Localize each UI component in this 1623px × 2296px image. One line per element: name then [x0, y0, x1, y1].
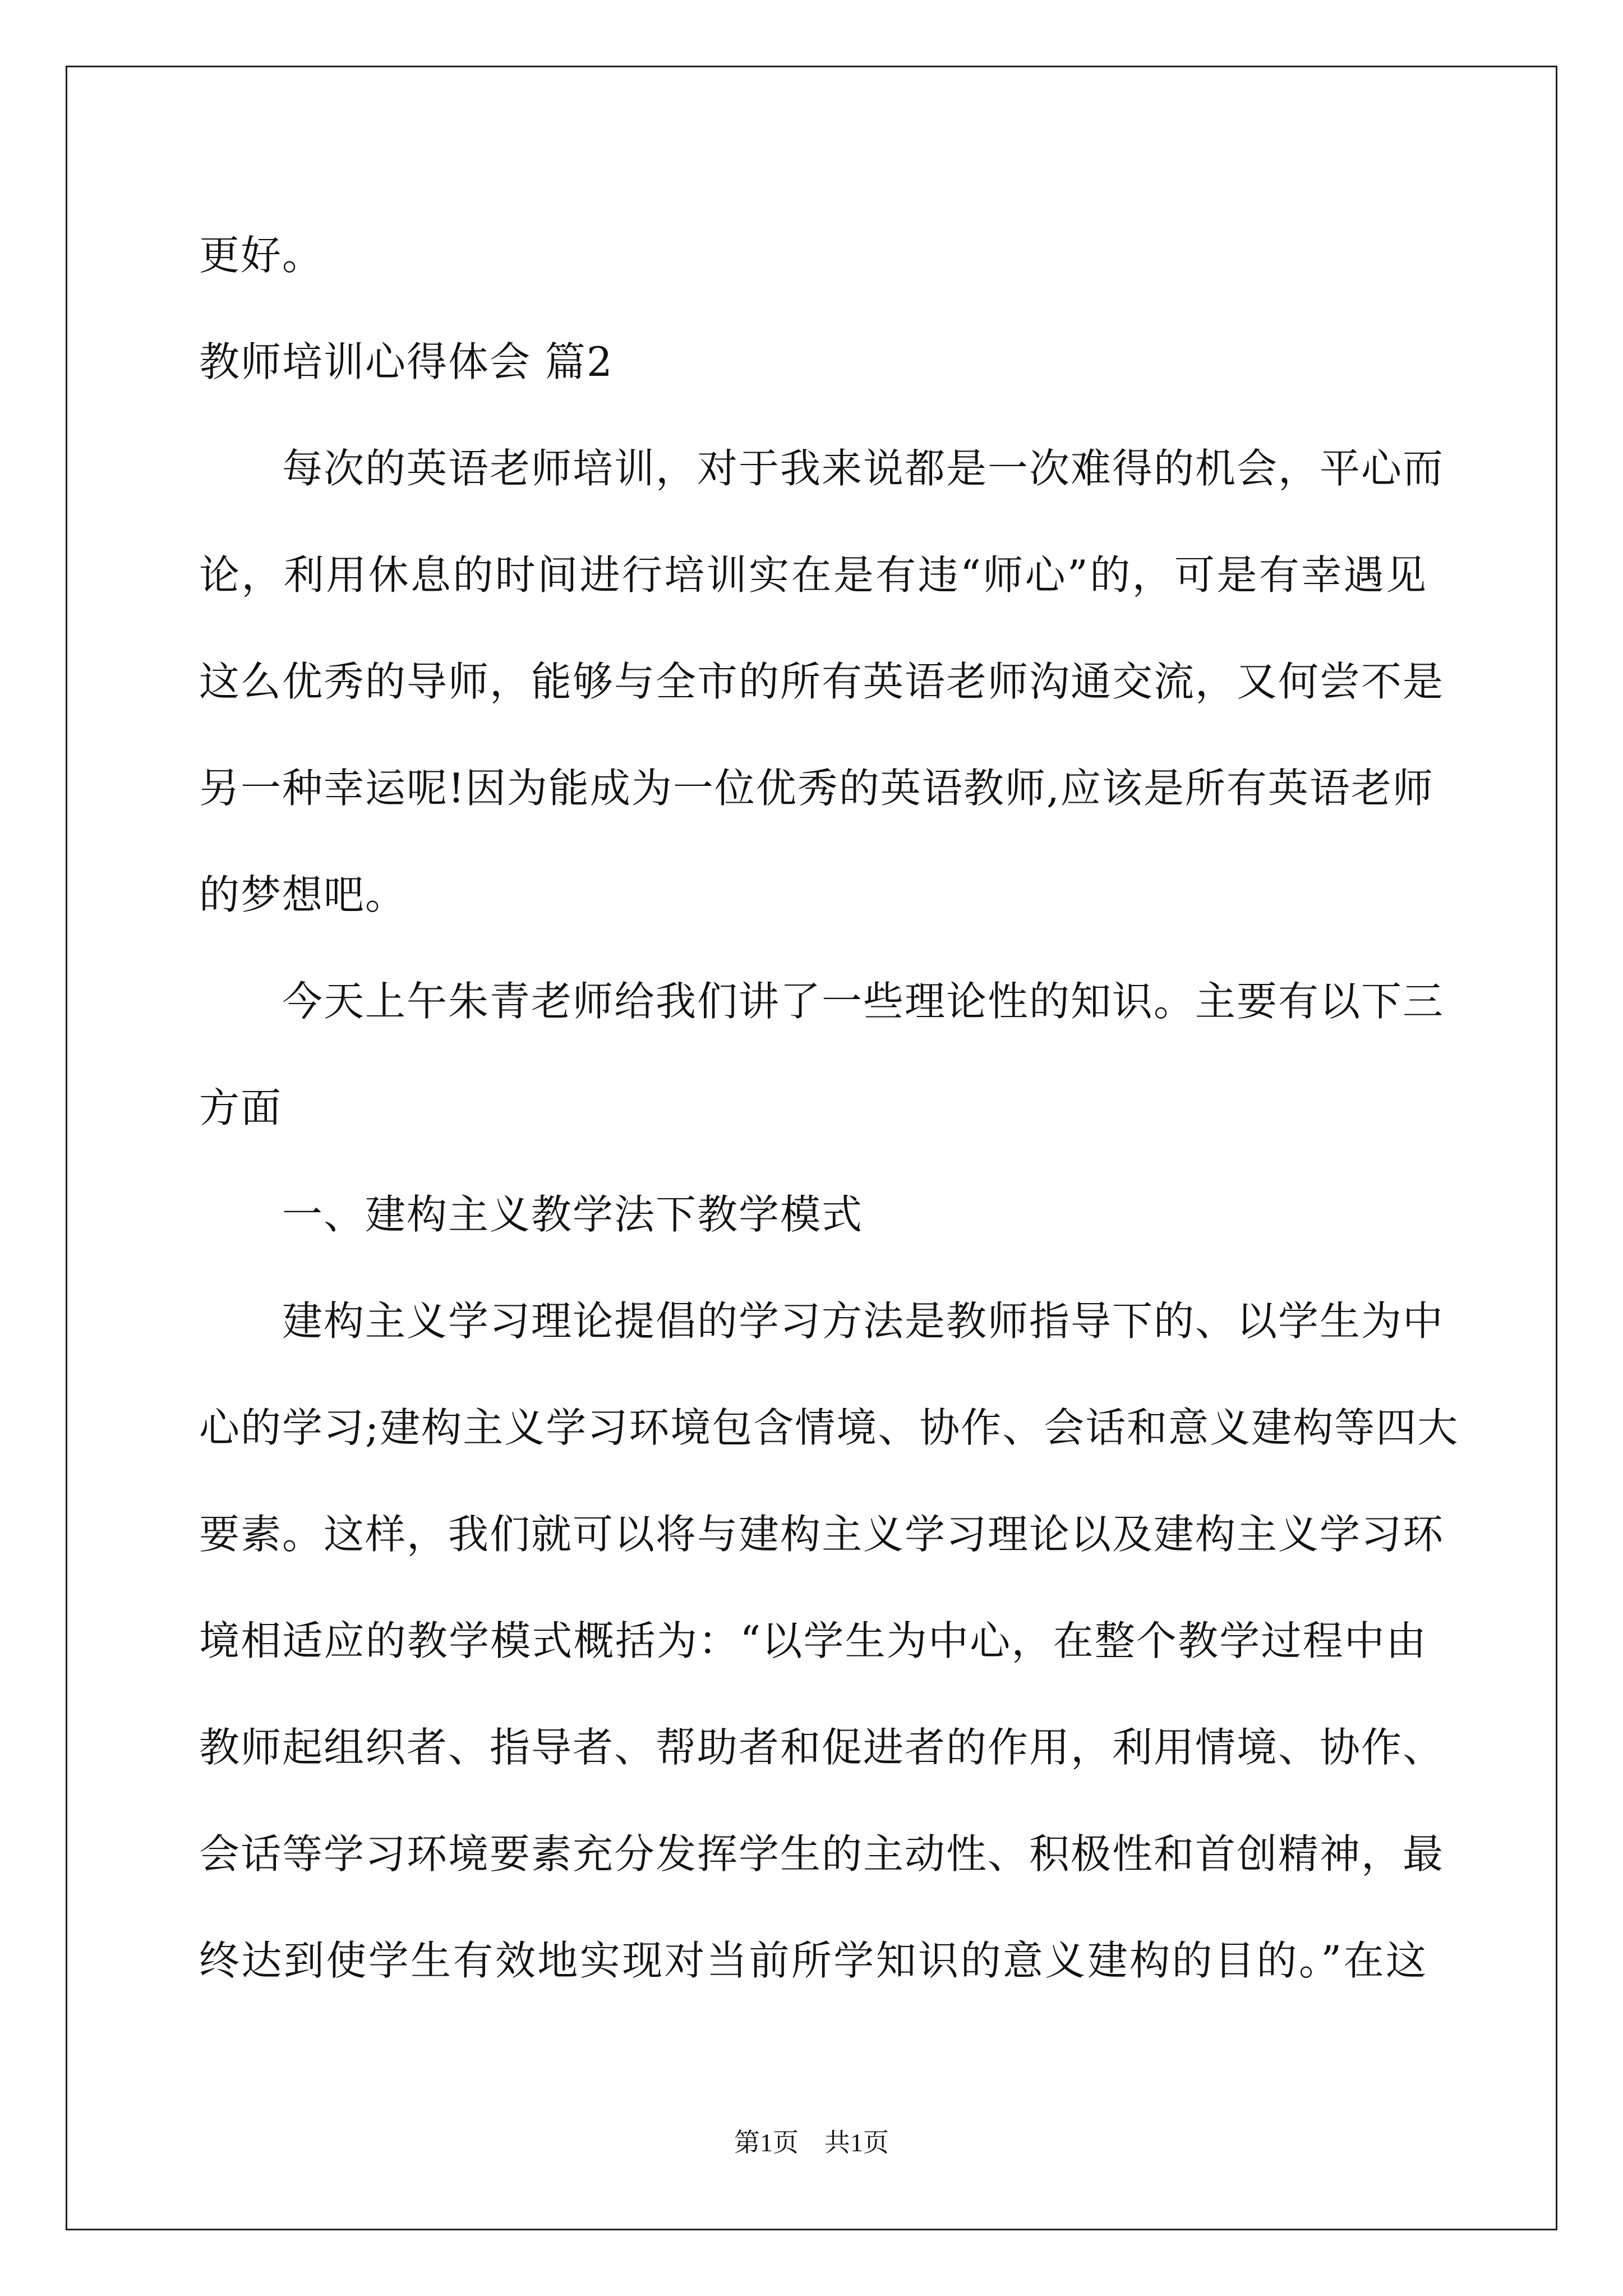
text-line: 建构主义学习理论提倡的学习方法是教师指导下的、以学生为中 [282, 1297, 1445, 1345]
text-line: 今天上午朱青老师给我们讲了一些理论性的知识。主要有以下三 [282, 978, 1445, 1025]
subsection-heading: 一、建构主义教学法下教学模式 [282, 1191, 864, 1238]
text-line: 论，利用休息的时间进行培训实在是有违“师心”的，可是有幸遇见 [199, 551, 1427, 599]
section-heading: 教师培训心得体会 篇2 [199, 338, 614, 385]
text-line: 的梦想吧。 [199, 871, 407, 918]
text-line: 另一种幸运呢!因为能成为一位优秀的英语教师,应该是所有英语老师 [199, 765, 1434, 812]
text-line: 要素。这样，我们就可以将与建构主义学习理论以及建构主义学习环 [199, 1511, 1445, 1558]
text-line: 心的学习;建构主义学习环境包含情境、协作、会话和意义建构等四大 [199, 1404, 1459, 1451]
text-line: 教师起组织者、指导者、帮助者和促进者的作用，利用情境、协作、 [199, 1724, 1445, 1771]
text-line: 更好。 [199, 232, 324, 279]
document-body [199, 202, 1459, 2014]
text-line: 会话等学习环境要素充分发挥学生的主动性、积极性和首创精神，最 [199, 1830, 1445, 1878]
text-line: 这么优秀的导师，能够与全市的所有英语老师沟通交流，又何尝不是 [199, 658, 1445, 705]
text-line: 终达到使学生有效地实现对当前所学知识的意义建构的目的。”在这 [199, 1937, 1427, 1984]
text-line: 方面 [199, 1084, 283, 1131]
text-line: 境相适应的教学模式概括为：“以学生为中心，在整个教学过程中由 [199, 1617, 1427, 1664]
text-line: 每次的英语老师培训，对于我来说都是一次难得的机会，平心而 [282, 445, 1445, 492]
page-number-footer: 第1页 共1页 [734, 2128, 889, 2157]
